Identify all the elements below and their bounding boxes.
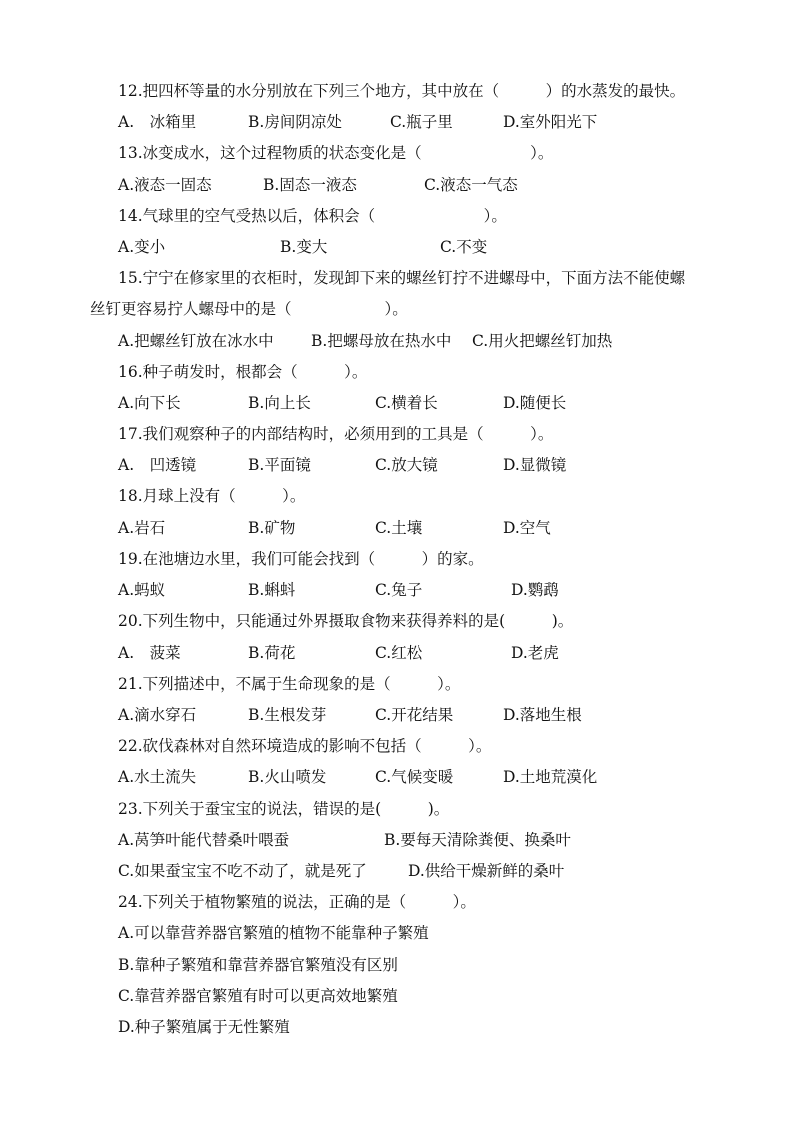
q24-option-a: A.可以靠营养器官繁殖的植物不能靠种子繁殖 <box>118 924 429 942</box>
q13-option-a: A.液态一固态 <box>118 176 212 194</box>
q12-option-d: D.室外阳光下 <box>503 113 598 131</box>
question-23-stem: 23.下列关于蚕宝宝的说法，错误的是( )。 <box>118 800 450 818</box>
q21-option-a: A.滴水穿石 <box>118 706 197 724</box>
q18-option-c: C.土壤 <box>375 519 423 537</box>
q24-option-b: B.靠种子繁殖和靠营养器官繁殖没有区别 <box>118 956 398 974</box>
question-24-stem: 24.下列关于植物繁殖的说法，正确的是（ ）。 <box>118 893 476 911</box>
question-17-stem: 17.我们观察种子的内部结构时，必须用到的工具是（ ）。 <box>118 425 554 443</box>
question-14-stem: 14.气球里的空气受热以后，体积会（ ）。 <box>118 207 507 225</box>
q14-option-a: A.变小 <box>118 238 166 256</box>
q19-option-d: D.鹦鹉 <box>511 581 559 599</box>
q21-option-c: C.开花结果 <box>375 706 454 724</box>
q13-option-c: C.液态一气态 <box>424 176 518 194</box>
q23-option-d: D.供给干燥新鲜的桑叶 <box>408 862 565 880</box>
q12-option-b: B.房间阴凉处 <box>248 113 342 131</box>
q21-option-d: D.落地生根 <box>503 706 582 724</box>
q18-option-b: B.矿物 <box>248 519 296 537</box>
q18-option-a: A.岩石 <box>118 519 166 537</box>
question-12-stem: 12.把四杯等量的水分别放在下列三个地方，其中放在（ ）的水蒸发的最快。 <box>118 82 686 100</box>
question-20-stem: 20.下列生物中，只能通过外界摄取食物来获得养料的是( )。 <box>118 612 574 630</box>
q16-option-a: A.向下长 <box>118 394 181 412</box>
q18-option-d: D.空气 <box>503 519 551 537</box>
q19-option-b: B.蝌蚪 <box>248 581 296 599</box>
q19-option-a: A.蚂蚁 <box>118 581 166 599</box>
question-19-stem: 19.在池塘边水里，我们可能会找到（ ）的家。 <box>118 550 484 568</box>
q23-option-c: C.如果蚕宝宝不吃不动了，就是死了 <box>118 862 367 880</box>
q17-option-d: D.显微镜 <box>503 456 567 474</box>
q21-option-b: B.生根发芽 <box>248 706 327 724</box>
q22-option-a: A.水土流失 <box>118 768 197 786</box>
q14-option-c: C.不变 <box>440 238 488 256</box>
q20-option-b: B.荷花 <box>248 644 296 662</box>
q16-option-d: D.随便长 <box>503 394 567 412</box>
question-15-stem-line2: 丝钉更容易拧人螺母中的是（ ）。 <box>90 300 408 318</box>
q22-option-c: C.气候变暖 <box>375 768 454 786</box>
q12-option-c: C.瓶子里 <box>390 113 453 131</box>
q22-option-d: D.土地荒漠化 <box>503 768 598 786</box>
q19-option-c: C.兔子 <box>375 581 423 599</box>
q13-option-b: B.固态一液态 <box>263 176 357 194</box>
question-13-stem: 13.冰变成水，这个过程物质的状态变化是（ ）。 <box>118 144 554 162</box>
q17-option-a: A. 凹透镜 <box>118 456 197 474</box>
question-22-stem: 22.砍伐森林对自然环境造成的影响不包括（ ）。 <box>118 737 492 755</box>
question-15-stem-line1: 15.宁宁在修家里的衣柜时，发现卸下来的螺丝钉拧不进螺母中，下面方法不能使螺 <box>118 269 686 287</box>
q15-option-a: A.把螺丝钉放在冰水中 <box>118 332 274 350</box>
q16-option-b: B.向上长 <box>248 394 311 412</box>
q24-option-d: D.种子繁殖属于无性繁殖 <box>118 1018 290 1036</box>
q20-option-a: A. 菠菜 <box>118 644 181 662</box>
q16-option-c: C.横着长 <box>375 394 438 412</box>
q17-option-c: C.放大镜 <box>375 456 438 474</box>
q22-option-b: B.火山喷发 <box>248 768 327 786</box>
question-16-stem: 16.种子萌发时，根都会（ ）。 <box>118 363 368 381</box>
q24-option-c: C.靠营养器官繁殖有时可以更高效地繁殖 <box>118 987 398 1005</box>
q20-option-c: C.红松 <box>375 644 423 662</box>
q15-option-c: C.用火把螺丝钉加热 <box>472 332 613 350</box>
q17-option-b: B.平面镜 <box>248 456 311 474</box>
q12-option-a: A. 冰箱里 <box>118 113 197 131</box>
q23-option-b: B.要每天清除粪便、换桑叶 <box>384 831 571 849</box>
q15-option-b: B.把螺母放在热水中 <box>311 332 452 350</box>
question-21-stem: 21.下列描述中，不属于生命现象的是（ ）。 <box>118 675 461 693</box>
q20-option-d: D.老虎 <box>511 644 559 662</box>
q23-option-a: A.莴笋叶能代替桑叶喂蚕 <box>118 831 290 849</box>
q14-option-b: B.变大 <box>280 238 328 256</box>
question-18-stem: 18.月球上没有（ ）。 <box>118 487 306 505</box>
